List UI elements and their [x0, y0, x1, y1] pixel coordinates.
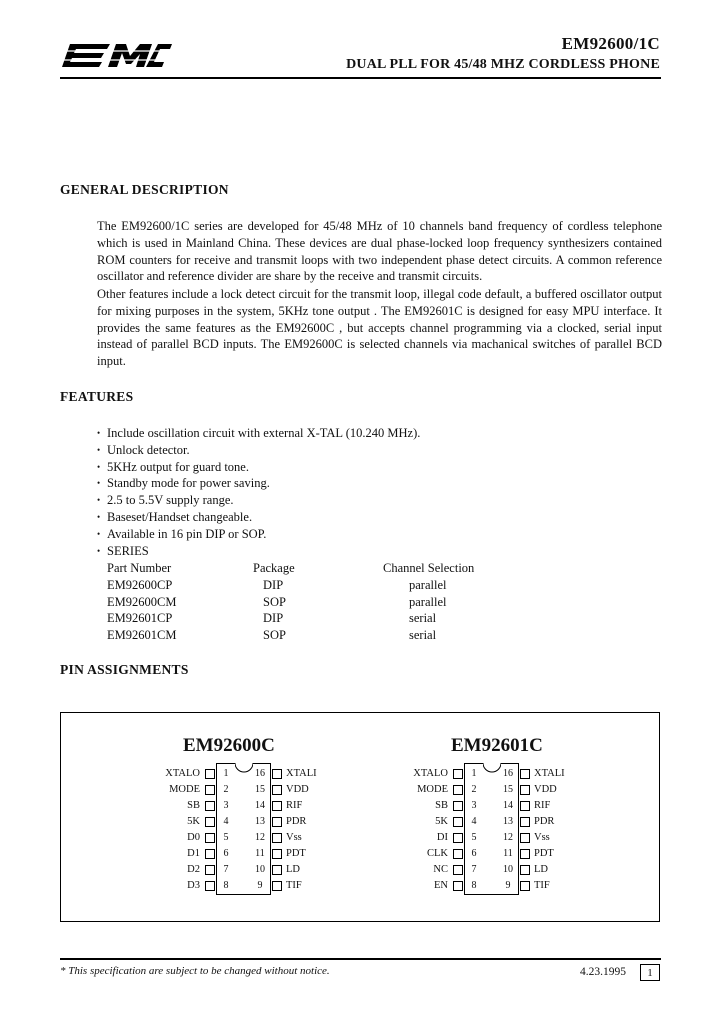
series-cell: DIP	[263, 611, 284, 626]
chip2-title: EM92601C	[451, 735, 543, 756]
chip2-right-pin	[520, 833, 530, 843]
chip1-left-pin-label: D3	[187, 880, 200, 891]
chip1-right-pin	[272, 801, 282, 811]
general-description-para1: The EM92600/1C series are developed for 45/48 MHz of 10 channels band frequency of cordless telephone which is used in Mainland China. These devices are dual phase-locked loop frequency synthesizers contained ROM counters for receive and transmit loops with two independent phase detect circuits. A common reference oscillator and reference divider are share by the receive and transmit circuits.	[97, 219, 662, 284]
chip1-left-pin-label: MODE	[169, 784, 200, 795]
chip1-right-pin-number: 10	[255, 864, 265, 875]
footer-note: * This specification are subject to be changed without notice.	[60, 965, 330, 977]
chip1-right-pin-number: 9	[257, 880, 263, 891]
chip2-right-pin-number: 9	[505, 880, 511, 891]
chip1-right-pin	[272, 769, 282, 779]
chip2-right-pin-label: PDR	[534, 816, 555, 827]
series-cell: serial	[409, 628, 437, 643]
chip2-left-pin-number: 7	[471, 864, 477, 875]
chip2-left-pin-label: 5K	[435, 816, 448, 827]
chip1-right-pin-number: 12	[255, 832, 265, 843]
page-number: 1	[640, 964, 660, 981]
feature-item: • Standby mode for power saving.	[97, 475, 420, 492]
chip1-left-pin	[205, 833, 215, 843]
chip2-right-pin-number: 10	[503, 864, 513, 875]
chip1-right-pin-number: 11	[255, 848, 265, 859]
chip1-left-pin-number: 4	[223, 816, 229, 827]
series-cell: DIP	[263, 577, 284, 592]
chip2-right-pin-label: RIF	[534, 800, 551, 811]
chip2-left-pin	[453, 849, 463, 859]
chip2-right-pin	[520, 865, 530, 875]
feature-item: • Include oscillation circuit with external X-TAL (10.240 MHz).	[97, 425, 420, 442]
chip2-right-pin	[520, 769, 530, 779]
chip2-right-pin-label: VDD	[534, 784, 557, 795]
chip1-right-pin-label: VDD	[286, 784, 309, 795]
series-header: Package	[253, 561, 295, 575]
series-cell: EM92600CP	[107, 577, 173, 592]
chip1-right-pin-number: 16	[255, 768, 265, 779]
series-cell: EM92600CM	[107, 594, 177, 609]
chip2-right-pin-number: 13	[503, 816, 513, 827]
chip1-right-pin	[272, 865, 282, 875]
chip2-left-pin-label: DI	[436, 832, 448, 843]
chip2-left-pin-number: 3	[471, 800, 477, 811]
chip1-left-pin-label: D1	[187, 848, 200, 859]
header-rule	[60, 77, 661, 79]
chip1-left-pin	[205, 801, 215, 811]
chip1-left-pin-label: 5K	[187, 816, 200, 827]
series-cell: serial	[409, 611, 437, 626]
chip2-right-pin	[520, 801, 530, 811]
feature-item: • 5KHz output for guard tone.	[97, 459, 420, 476]
chip2-left-pin-number: 6	[471, 848, 477, 859]
chip2-right-pin-label: PDT	[534, 848, 554, 859]
chip2-left-pin-number: 2	[471, 784, 477, 795]
features-list	[97, 425, 420, 559]
feature-item: • Unlock detector.	[97, 442, 420, 459]
chip1-left-pin-number: 6	[223, 848, 229, 859]
series-table	[107, 560, 474, 644]
series-header-row	[107, 560, 474, 577]
chip1-left-pin-number: 1	[223, 768, 229, 779]
chip1-left-pin-number: 8	[223, 880, 229, 891]
series-cell: SOP	[263, 628, 286, 643]
chip1-right-pin-label: PDR	[286, 816, 307, 827]
chip1-left-pin-label: SB	[187, 800, 200, 811]
chip1-left-pin-number: 3	[223, 800, 229, 811]
pin-diagram-box	[60, 712, 660, 922]
chip2-left-pin	[453, 833, 463, 843]
chip2-right-pin-number: 11	[503, 848, 513, 859]
general-description-para2: Other features include a lock detect circuit for the transmit loop, illegal code default, a buffered oscillator output for mixing purposes in the system, 5KHz tone output . The EM92601C is designed for easy MPU interface. It provides the same features as the EM92600C , but accepts channel programming via a clocked, serial input instead of parallel BCD inputs. The EM92600C is selected channels via machanical switches of parallel BCD input.	[97, 287, 662, 369]
chip2-right-pin-number: 15	[503, 784, 513, 795]
series-header: Part Number	[107, 561, 172, 575]
chip1-left-pin-label: XTALO	[165, 768, 200, 779]
chip1-right-pin-number: 13	[255, 816, 265, 827]
series-row	[107, 610, 474, 627]
chip2-right-pin-number: 16	[503, 768, 513, 779]
series-cell: EM92601CM	[107, 628, 177, 643]
chip1-left-pin	[205, 785, 215, 795]
chip1-right-pin-number: 15	[255, 784, 265, 795]
chip2-left-pin-number: 5	[471, 832, 477, 843]
chip2-left-pin	[453, 801, 463, 811]
series-cell: parallel	[409, 577, 447, 592]
chip1-left-pin-label: D0	[187, 832, 200, 843]
chip2-right-pin-label: LD	[534, 864, 548, 875]
feature-item: • Available in 16 pin DIP or SOP.	[97, 526, 420, 543]
chip1-right-pin-label: XTALI	[286, 768, 317, 779]
chip2-left-pin-label: EN	[434, 880, 448, 891]
feature-item: • Baseset/Handset changeable.	[97, 509, 420, 526]
chip2-right-pin-number: 14	[503, 800, 513, 811]
chip1-right-pin-label: PDT	[286, 848, 306, 859]
chip1-right-pin	[272, 833, 282, 843]
chip1-right-pin-label: LD	[286, 864, 300, 875]
chip1-left-pin-number: 5	[223, 832, 229, 843]
emc-logo	[60, 40, 172, 74]
chip1-left-pin	[205, 849, 215, 859]
series-header: Channel Selection	[383, 561, 475, 575]
chip2-left-pin	[453, 817, 463, 827]
chip2-left-pin-label: XTALO	[413, 768, 448, 779]
chip1-left-pin-label: D2	[187, 864, 200, 875]
footer-rule	[60, 958, 661, 960]
features-heading: FEATURES	[60, 389, 134, 404]
chip2-right-pin	[520, 881, 530, 891]
series-row	[107, 594, 474, 611]
chip2-left-pin	[453, 881, 463, 891]
chip2-left-pin	[453, 769, 463, 779]
chip2-left-pin-number: 8	[471, 880, 477, 891]
feature-item: • SERIES	[97, 543, 420, 560]
chip1-right-pin	[272, 785, 282, 795]
chip2-left-pin-label: NC	[433, 864, 448, 875]
doc-subtitle: DUAL PLL FOR 45/48 MHZ CORDLESS PHONE	[346, 57, 660, 72]
series-row	[107, 627, 474, 644]
chip2-left-pin	[453, 785, 463, 795]
chip1-left-pin	[205, 865, 215, 875]
chip1-left-pin	[205, 769, 215, 779]
chip1-left-pin	[205, 881, 215, 891]
doc-id: EM92600/1C	[561, 34, 660, 53]
chip1-right-pin-label: TIF	[286, 880, 302, 891]
chip2-left-pin-label: CLK	[427, 848, 448, 859]
footer-date: 4.23.1995	[580, 966, 626, 978]
chip2-left-pin	[453, 865, 463, 875]
chip2-right-pin	[520, 785, 530, 795]
chip2-right-pin-number: 12	[503, 832, 513, 843]
chip1-left-pin-number: 2	[223, 784, 229, 795]
chip1-notch	[235, 763, 253, 773]
chip2-left-pin-number: 4	[471, 816, 477, 827]
chip1-right-pin-label: Vss	[286, 832, 302, 843]
chip2-right-pin	[520, 849, 530, 859]
chip2-left-pin-label: MODE	[417, 784, 448, 795]
chip2-right-pin-label: XTALI	[534, 768, 565, 779]
chip2-left-pin-label: SB	[435, 800, 448, 811]
series-row	[107, 577, 474, 594]
chip2-right-pin-label: TIF	[534, 880, 550, 891]
chip1-right-pin-number: 14	[255, 800, 265, 811]
series-cell: SOP	[263, 594, 286, 609]
pin-assignments-heading: PIN ASSIGNMENTS	[60, 662, 189, 677]
chip1-right-pin	[272, 881, 282, 891]
chip2-right-pin-label: Vss	[534, 832, 550, 843]
chip1-left-pin	[205, 817, 215, 827]
chip2-right-pin	[520, 817, 530, 827]
chip1-right-pin	[272, 849, 282, 859]
chip1-right-pin-label: RIF	[286, 800, 303, 811]
series-cell: EM92601CP	[107, 611, 173, 626]
feature-item: • 2.5 to 5.5V supply range.	[97, 492, 420, 509]
chip1-left-pin-number: 7	[223, 864, 229, 875]
general-description-heading: GENERAL DESCRIPTION	[60, 182, 229, 197]
chip2-left-pin-number: 1	[471, 768, 477, 779]
chip1-right-pin	[272, 817, 282, 827]
chip2-notch	[483, 763, 501, 773]
chip1-title: EM92600C	[183, 735, 275, 756]
series-cell: parallel	[409, 594, 447, 609]
